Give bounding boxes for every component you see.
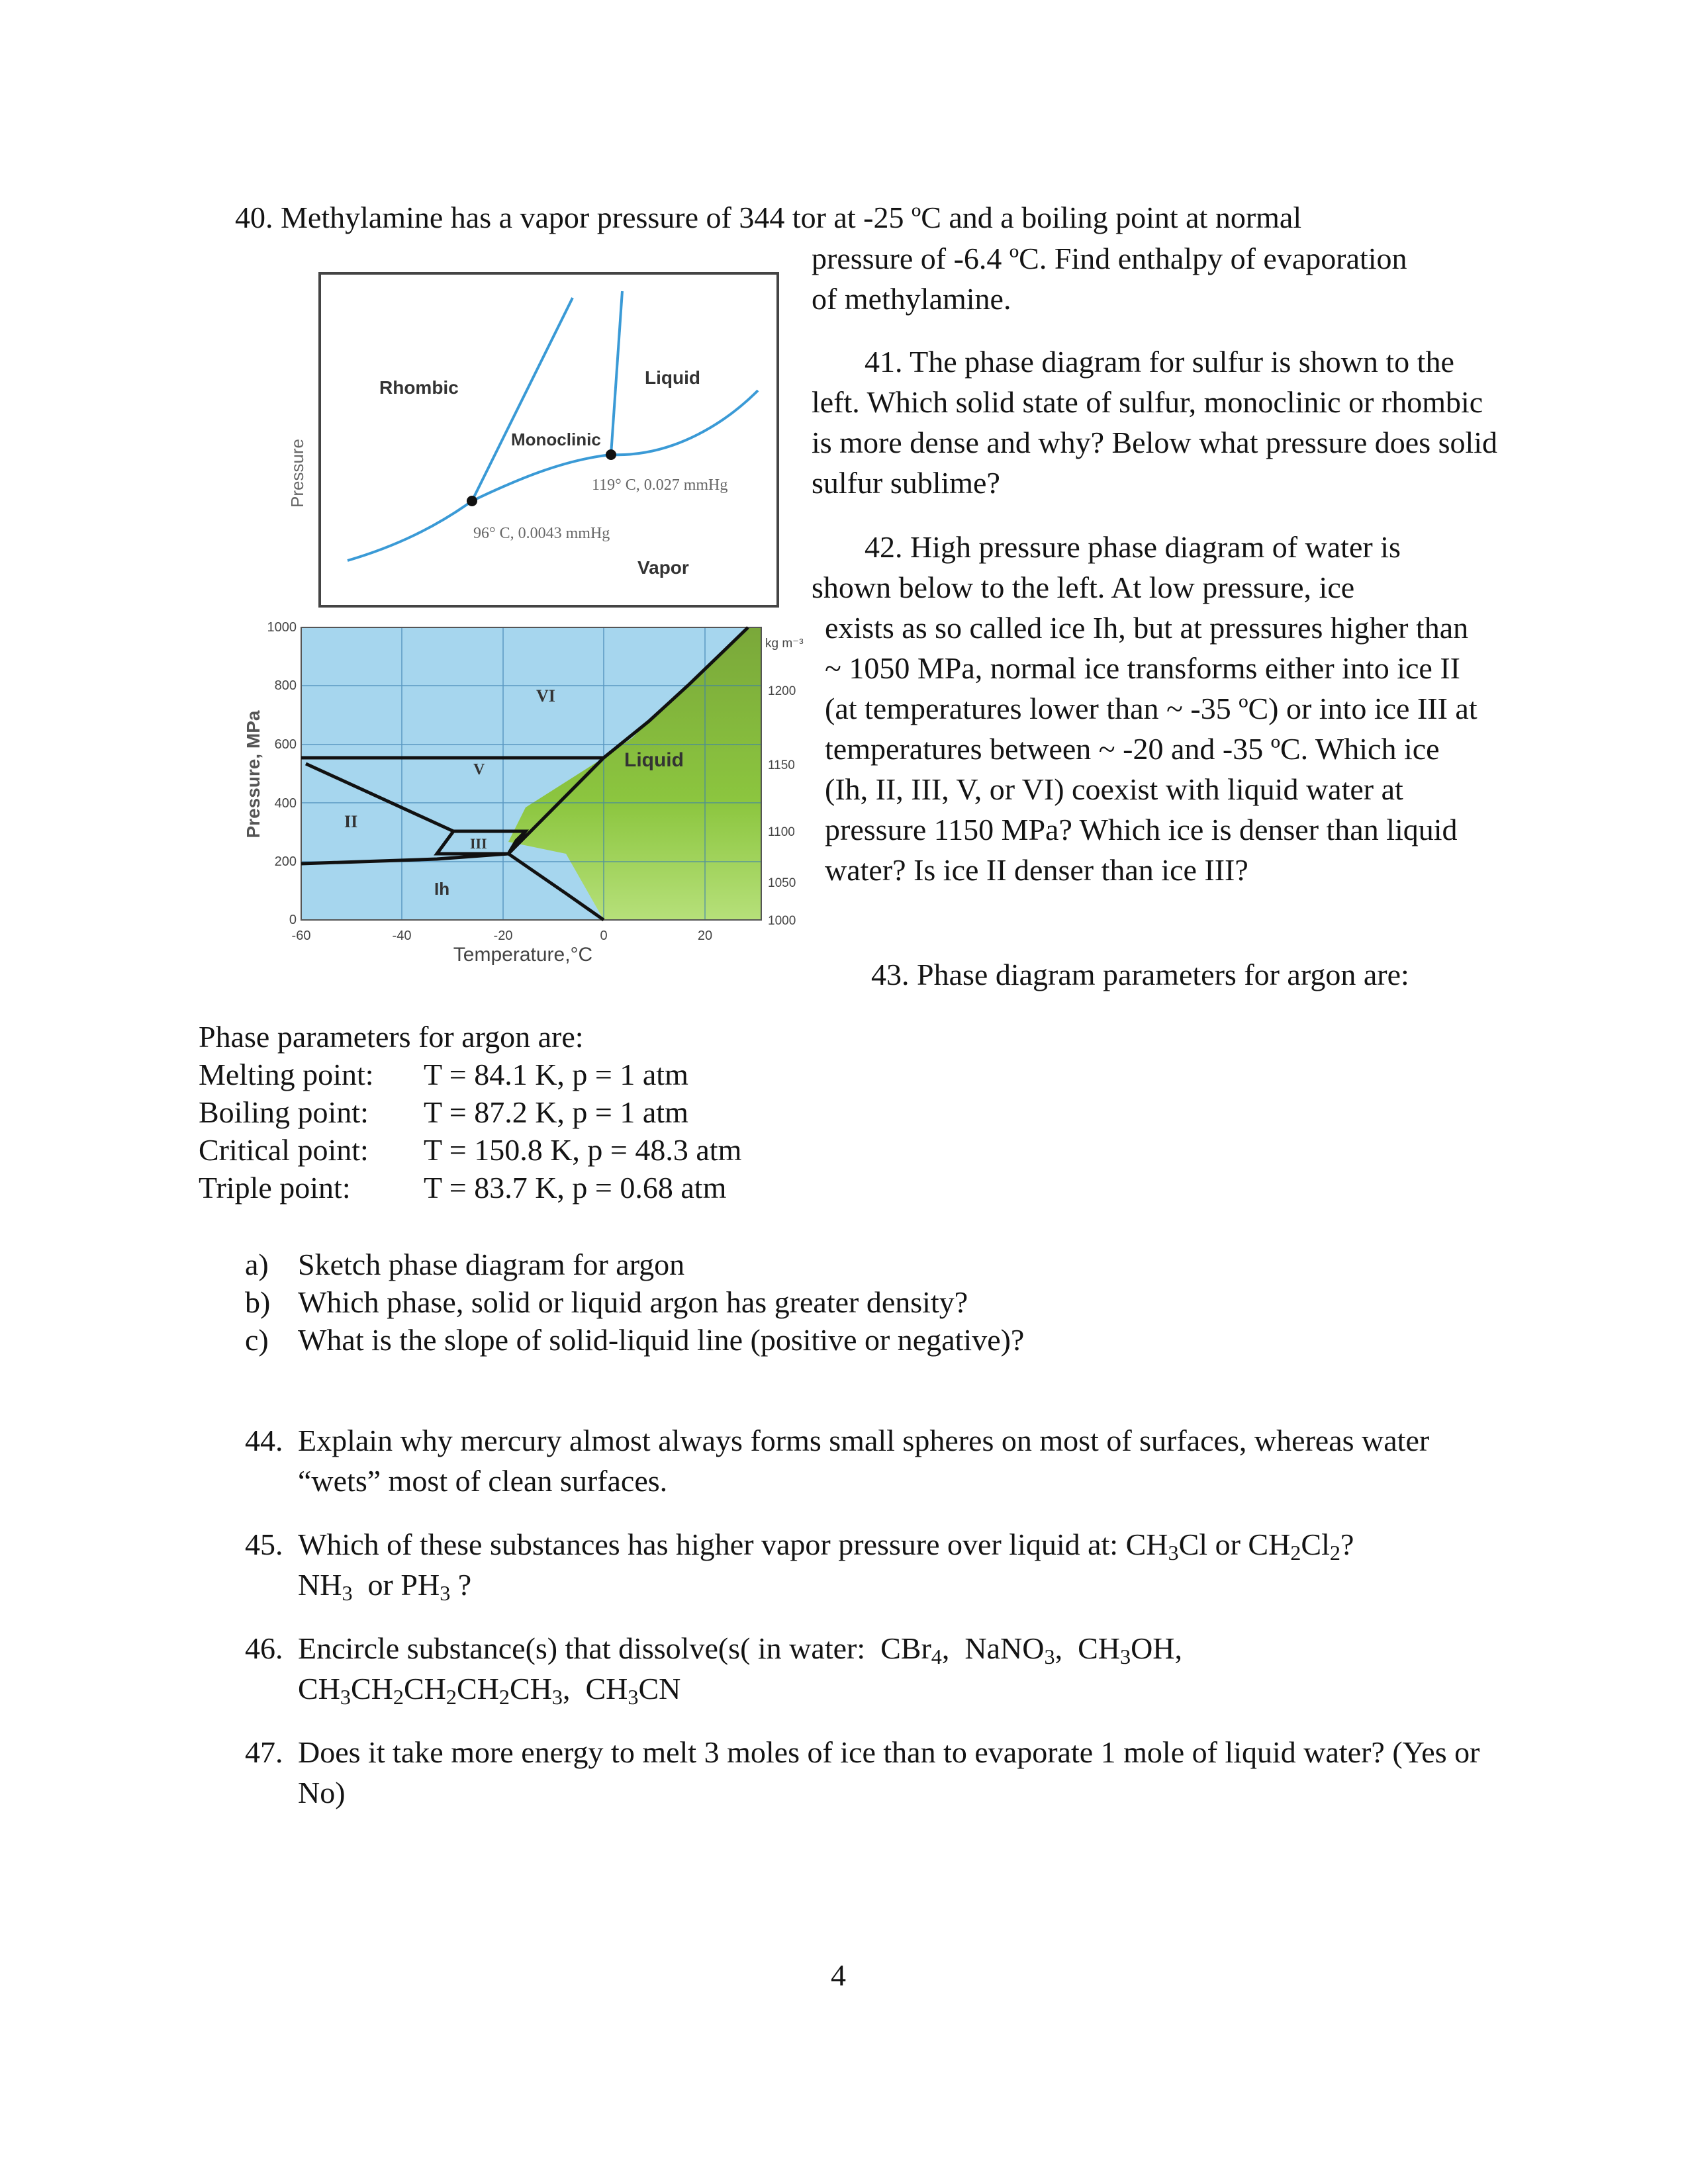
- water-density-tick: 1100: [768, 825, 795, 839]
- water-phase-label-liquid: Liquid: [624, 749, 684, 771]
- sulfur-label-vapor: Vapor: [637, 557, 689, 578]
- water-phase-label-vi: VI: [536, 686, 555, 705]
- q45-question-mark: ?: [1340, 1527, 1354, 1561]
- q47-number: 47.: [245, 1735, 283, 1769]
- table-row: [199, 1131, 741, 1169]
- q40-line1: 40. Methylamine has a vapor pressure of 344 tor at -25 ºC and a boiling point at normal: [235, 201, 1302, 234]
- water-y-tick: 1000: [267, 620, 297, 635]
- argon-param-label: Boiling point:: [199, 1095, 369, 1129]
- q46-text: Encircle substance(s) that dissolve(s( in water: CBr$_4$, NaNO$_3$, $CH_3OH$, $CH_3CH_2CH_2CH_2CH_3$, $CH_3CN$: [298, 1631, 1183, 1709]
- q46: [245, 1628, 1503, 1709]
- sulfur-phase-diagram: [265, 261, 794, 619]
- water-density-scale: [765, 637, 804, 928]
- q45-formula-nh3: $NH_3$: [298, 1568, 353, 1606]
- q46-substance: CBr$_4$: [880, 1631, 942, 1669]
- water-density-tick: 1200: [768, 684, 796, 698]
- q44: [245, 1420, 1503, 1501]
- q40-line3: of methylamine.: [812, 282, 1011, 316]
- table-row: [199, 1093, 741, 1131]
- q42-line1: 42. High pressure phase diagram of water is: [865, 530, 1401, 564]
- water-x-tick: 0: [600, 929, 608, 943]
- list-marker: a): [245, 1248, 269, 1281]
- q42-text: exists as so called ice Ih, but at pressures higher than ~ 1050 MPa, normal ice transforms either into ice II (at temperatures lower than ~ -35 ºC) or into ice III at temperatures between ~ -20 and -35 ºC. Which ice (Ih, II, III, V, or VI) coexist with liquid water at pressure 1150 MPa? Which ice is denser than liquid water? Is ice II denser than ice III?: [825, 611, 1477, 887]
- sulfur-y-axis-label: Pressure: [287, 438, 307, 508]
- q44-number: 44.: [245, 1424, 283, 1457]
- q41-text: 41. The phase diagram for sulfur is shown to the left. Which solid state of sulfur, monoclinic or rhombic is more dense and why? Below what pressure does solid sulfur sublime?: [812, 345, 1498, 500]
- sulfur-label-point-lower: 96° C, 0.0043 mmHg: [473, 525, 610, 542]
- q40-line2: pressure of -6.4 ºC. Find enthalpy of evaporation: [812, 242, 1407, 275]
- q47: [245, 1732, 1503, 1813]
- water-x-tick: -60: [291, 929, 311, 943]
- list-item: [245, 1321, 1024, 1359]
- water-y-tick: 200: [274, 854, 297, 869]
- water-density-tick: 1000: [768, 914, 796, 928]
- argon-param-value: T = 87.2 K, p = 1 atm: [424, 1095, 688, 1129]
- list-item-text: What is the slope of solid-liquid line (positive or negative)?: [298, 1323, 1025, 1357]
- argon-param-label: Melting point:: [199, 1058, 374, 1091]
- q46-intro: Encircle substance(s) that dissolve(s( in water:: [298, 1631, 866, 1665]
- argon-subquestions: [245, 1246, 1024, 1359]
- argon-param-value: T = 83.7 K, p = 0.68 atm: [424, 1171, 727, 1205]
- water-phase-label-v: V: [473, 761, 485, 778]
- sulfur-triple-point-lower: [467, 496, 477, 506]
- q45-intro: Which of these substances has higher vapor pressure over liquid at:: [298, 1527, 1119, 1561]
- table-row: [199, 1056, 741, 1093]
- sulfur-triple-point-upper: [606, 449, 616, 460]
- argon-param-label: Triple point:: [199, 1171, 351, 1205]
- water-density-tick: 1150: [768, 758, 795, 772]
- q43-text: 43. Phase diagram parameters for argon are:: [871, 958, 1409, 991]
- sulfur-label-rhombic: Rhombic: [379, 377, 459, 398]
- water-phase-label-ii: II: [344, 812, 358, 831]
- argon-heading: Phase parameters for argon are:: [199, 1020, 584, 1054]
- q44-text: Explain why mercury almost always forms small spheres on most of surfaces, whereas water “wets” most of clean surfaces.: [298, 1424, 1430, 1498]
- sulfur-label-point-upper: 119° C, 0.027 mmHg: [592, 477, 728, 494]
- q46-substance: $CH_3OH$: [1078, 1631, 1175, 1669]
- q45-or: or: [1215, 1527, 1241, 1561]
- table-row: [199, 1169, 741, 1206]
- water-x-tick: 20: [697, 929, 713, 943]
- water-phase-diagram: [238, 615, 821, 986]
- q45-formula-ch2cl2: $CH_2Cl_2$: [1248, 1527, 1340, 1565]
- list-item: [245, 1246, 1024, 1283]
- water-y-tick: 600: [274, 737, 297, 752]
- q46-number: 46.: [245, 1631, 283, 1665]
- argon-param-label: Critical point:: [199, 1133, 369, 1167]
- q42-line2: shown below to the left. At low pressure, ice: [812, 570, 1355, 604]
- q45-formula-ch3cl: $CH_3Cl$: [1125, 1527, 1208, 1565]
- water-y-axis-label: Pressure, MPa: [243, 710, 263, 839]
- argon-param-value: T = 150.8 K, p = 48.3 atm: [424, 1133, 742, 1167]
- argon-parameters-table: [199, 1056, 741, 1206]
- water-density-unit: kg m⁻³: [765, 637, 804, 651]
- q46-substance: $CH_3CH_2CH_2CH_2CH_3$: [298, 1672, 563, 1709]
- water-y-ticks: [267, 620, 297, 927]
- q46-substance: NaNO$_3$: [964, 1631, 1055, 1669]
- q45-text: [298, 1524, 1503, 1605]
- sulfur-label-monoclinic: Monoclinic: [511, 430, 601, 449]
- q45-number: 45.: [245, 1527, 283, 1561]
- list-marker: c): [245, 1323, 269, 1357]
- water-phase-label-iii: III: [470, 835, 487, 852]
- water-x-ticks: [292, 929, 713, 943]
- q45: [245, 1524, 1503, 1605]
- page-number: 4: [831, 1958, 846, 1992]
- list-item-text: Sketch phase diagram for argon: [298, 1248, 685, 1281]
- q46-substance: $CH_3CN$: [585, 1672, 681, 1709]
- water-phase-label-ih: Ih: [434, 879, 450, 899]
- water-y-tick: 800: [274, 678, 297, 693]
- water-x-tick: -40: [392, 929, 412, 943]
- argon-param-value: T = 84.1 K, p = 1 atm: [424, 1058, 688, 1091]
- list-item: [245, 1283, 1024, 1321]
- water-y-tick: 0: [289, 913, 297, 927]
- q45-formula-ph3: $PH_3$: [400, 1568, 451, 1606]
- water-x-tick: -20: [493, 929, 513, 943]
- q45-question-mark: ?: [457, 1568, 472, 1602]
- q45-or: or: [367, 1568, 393, 1602]
- list-item-text: Which phase, solid or liquid argon has greater density?: [298, 1285, 968, 1319]
- sulfur-label-liquid: Liquid: [645, 367, 700, 388]
- q47-text: Does it take more energy to melt 3 moles of ice than to evaporate 1 mole of liquid water? (Yes or No): [298, 1735, 1480, 1809]
- water-density-tick: 1050: [768, 876, 796, 890]
- water-y-tick: 400: [274, 796, 297, 811]
- list-marker: b): [245, 1285, 271, 1319]
- water-x-axis-label: Temperature,°C: [453, 944, 593, 966]
